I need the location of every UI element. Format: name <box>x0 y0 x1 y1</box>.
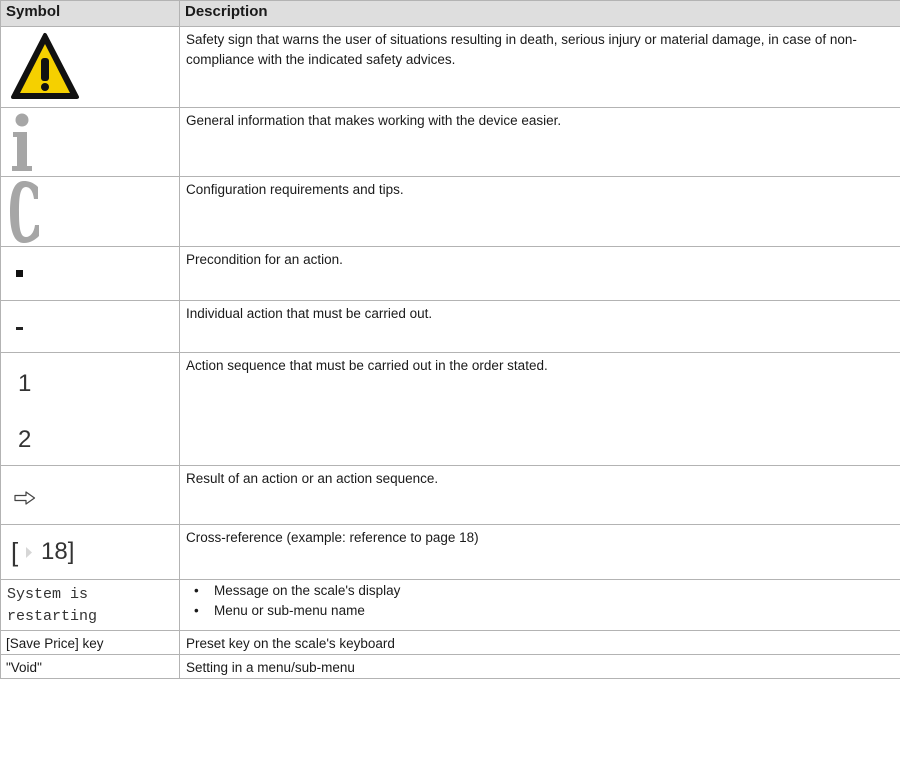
warning-triangle-icon <box>10 32 80 102</box>
description-cell: Safety sign that warns the user of situations resulting in death, serious injury or material damage, in case of non-compliance with the indicated safety advices. <box>180 27 900 108</box>
symbol-cell <box>1 247 180 301</box>
table-row <box>1 466 900 525</box>
ref-page-number: 18] <box>41 538 75 565</box>
symbol-cell <box>1 655 180 679</box>
table-row <box>1 525 900 580</box>
symbol-cell <box>1 466 180 525</box>
menu-setting-text: "Void" <box>6 660 42 675</box>
config-c-icon <box>8 181 42 243</box>
table-row <box>1 631 900 655</box>
triangle-right-icon <box>25 546 33 559</box>
description-cell: Action sequence that must be carried out in the order stated. <box>180 353 900 466</box>
list-item: • Message on the scale's display <box>186 581 895 601</box>
arrow-right-icon <box>14 491 36 505</box>
symbol-cell <box>1 631 180 655</box>
symbol-cell <box>1 301 180 353</box>
header-symbol: Symbol <box>1 1 180 27</box>
table-row <box>1 580 900 631</box>
step-number-2: 2 <box>18 426 32 453</box>
symbol-cell <box>1 108 180 177</box>
square-bullet-icon <box>16 270 23 277</box>
header-description: Description <box>180 1 900 27</box>
description-cell: Configuration requirements and tips. <box>180 177 900 247</box>
symbol-cell <box>1 580 180 631</box>
header-row <box>1 1 900 27</box>
description-cell: Precondition for an action. <box>180 247 900 301</box>
symbol-cell <box>1 177 180 247</box>
info-i-icon <box>10 112 36 172</box>
table-row <box>1 353 900 466</box>
dash-bullet-icon <box>16 327 23 330</box>
table-row <box>1 301 900 353</box>
symbol-cell <box>1 27 180 108</box>
table-row <box>1 27 900 108</box>
table-row <box>1 177 900 247</box>
display-message-text: System is restarting <box>7 586 98 625</box>
bracket-open: [ <box>11 537 19 567</box>
description-cell: Cross-reference (example: reference to page 18) <box>180 525 900 580</box>
preset-key-text: [Save Price] key <box>6 636 104 651</box>
description-cell: Individual action that must be carried out. <box>180 301 900 353</box>
description-cell: Result of an action or an action sequence. <box>180 466 900 525</box>
description-cell: General information that makes working with the device easier. <box>180 108 900 177</box>
table-row <box>1 247 900 301</box>
table-row <box>1 655 900 679</box>
symbol-cell <box>1 353 180 466</box>
description-cell <box>180 580 900 631</box>
table-row <box>1 108 900 177</box>
symbol-cell <box>1 525 180 580</box>
step-number-1: 1 <box>18 370 32 397</box>
description-cell: Preset key on the scale's keyboard <box>180 631 900 655</box>
bullet-list <box>186 581 895 621</box>
list-item: • Menu or sub-menu name <box>186 601 895 621</box>
description-cell: Setting in a menu/sub-menu <box>180 655 900 679</box>
